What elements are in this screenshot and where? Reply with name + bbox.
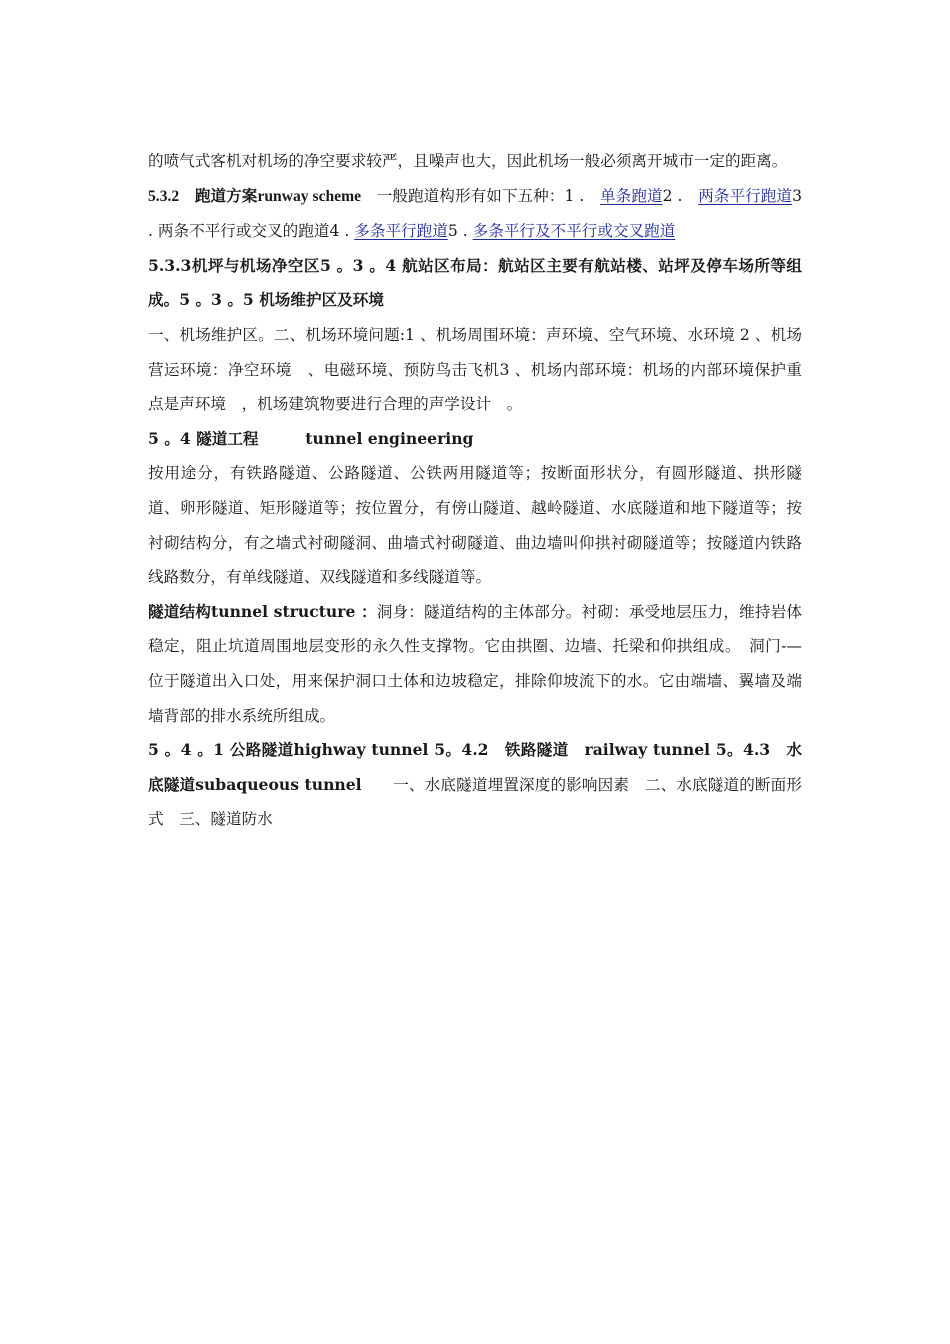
paragraph-airport-environment: 一、机场维护区。二、机场环境问题:1 、机场周围环境：声环境、空气环境、水环境 2 、机场营运环境：净空环境 、电磁环境、预防鸟击飞机3 、机场内部环境：机场的内部环境保护重点是声环境 ，机场建筑物要进行合理的声学设计 。	[148, 325, 802, 414]
paragraph-runway-scheme	[148, 179, 802, 249]
paragraph-tunnel-classification: 按用途分，有铁路隧道、公路隧道、公铁两用隧道等；按断面形状分，有圆形隧道、拱形隧道、卵形隧道、矩形隧道等；按位置分，有傍山隧道、越岭隧道、水底隧道和地下隧道等；按衬砌结构分，有之墙式衬砌隧洞、曲墙式衬砌隧道、曲边墙叫仰拱衬砌隧道等；按隧道内铁路线路数分，有单线隧道、双线隧道和多线隧道等。	[148, 464, 802, 587]
paragraph-tunnel-structure	[148, 595, 802, 733]
tunnel-structure-body: 洞身：隧道结构的主体部分。衬砌：承受地层压力，维持岩体稳定，阻止坑道周围地层变形的永久性支撑物。它由拱圈、边墙、托梁和仰拱组成。 洞门-— 位于隧道出入口处，用来保护洞口土体和边坡稳定，排除仰坡流下的水。它由端墙、翼墙及端墙背部的排水系统所组成。	[148, 602, 802, 725]
heading-tunnel-structure: 隧道结构tunnel structure ：	[148, 601, 377, 621]
document-page	[148, 144, 802, 837]
runway-separator-2: 3 . 两条不平行或交叉的跑道4 .	[148, 186, 802, 241]
runway-intro-text: 一般跑道构形有如下五种：1 .	[361, 186, 601, 205]
heading-tunnel-types: 5 。4 。1 公路隧道highway tunnel 5。4.2 铁路隧道 railway tunnel 5。4.3 水底隧道subaqueous tunnel	[148, 740, 802, 794]
link-multiple-parallel-runways[interactable]: 多条平行跑道	[354, 222, 448, 241]
runway-separator-3: 5 .	[447, 222, 473, 241]
heading-apron-terminal-maintenance: 5.3.3机坪与机场净空区5 。3 。4 航站区布局：航站区主要有航站楼、站坪及停车场所等组成。5 。3 。5 机场维护区及环境	[148, 255, 802, 310]
paragraph-tunnel-types	[148, 733, 802, 837]
runway-separator-1: 2 .	[662, 186, 699, 205]
tunnel-types-body: 一、水底隧道埋置深度的影响因素 二、水底隧道的断面形式 三、隧道防水	[148, 775, 802, 829]
paragraph-airport-distance: 的喷气式客机对机场的净空要求较严，且噪声也大，因此机场一般必须离开城市一定的距离。	[148, 152, 788, 170]
heading-tunnel-engineering: 5 。4 隧道工程 tunnel engineering	[148, 428, 474, 448]
link-single-runway[interactable]: 单条跑道	[600, 186, 663, 205]
link-two-parallel-runways[interactable]: 两条平行跑道	[698, 186, 793, 205]
link-multiple-parallel-and-crossing-runways[interactable]: 多条平行及不平行或交叉跑道	[472, 222, 676, 241]
heading-runway-scheme: 5.3.2 跑道方案runway scheme	[148, 187, 362, 205]
